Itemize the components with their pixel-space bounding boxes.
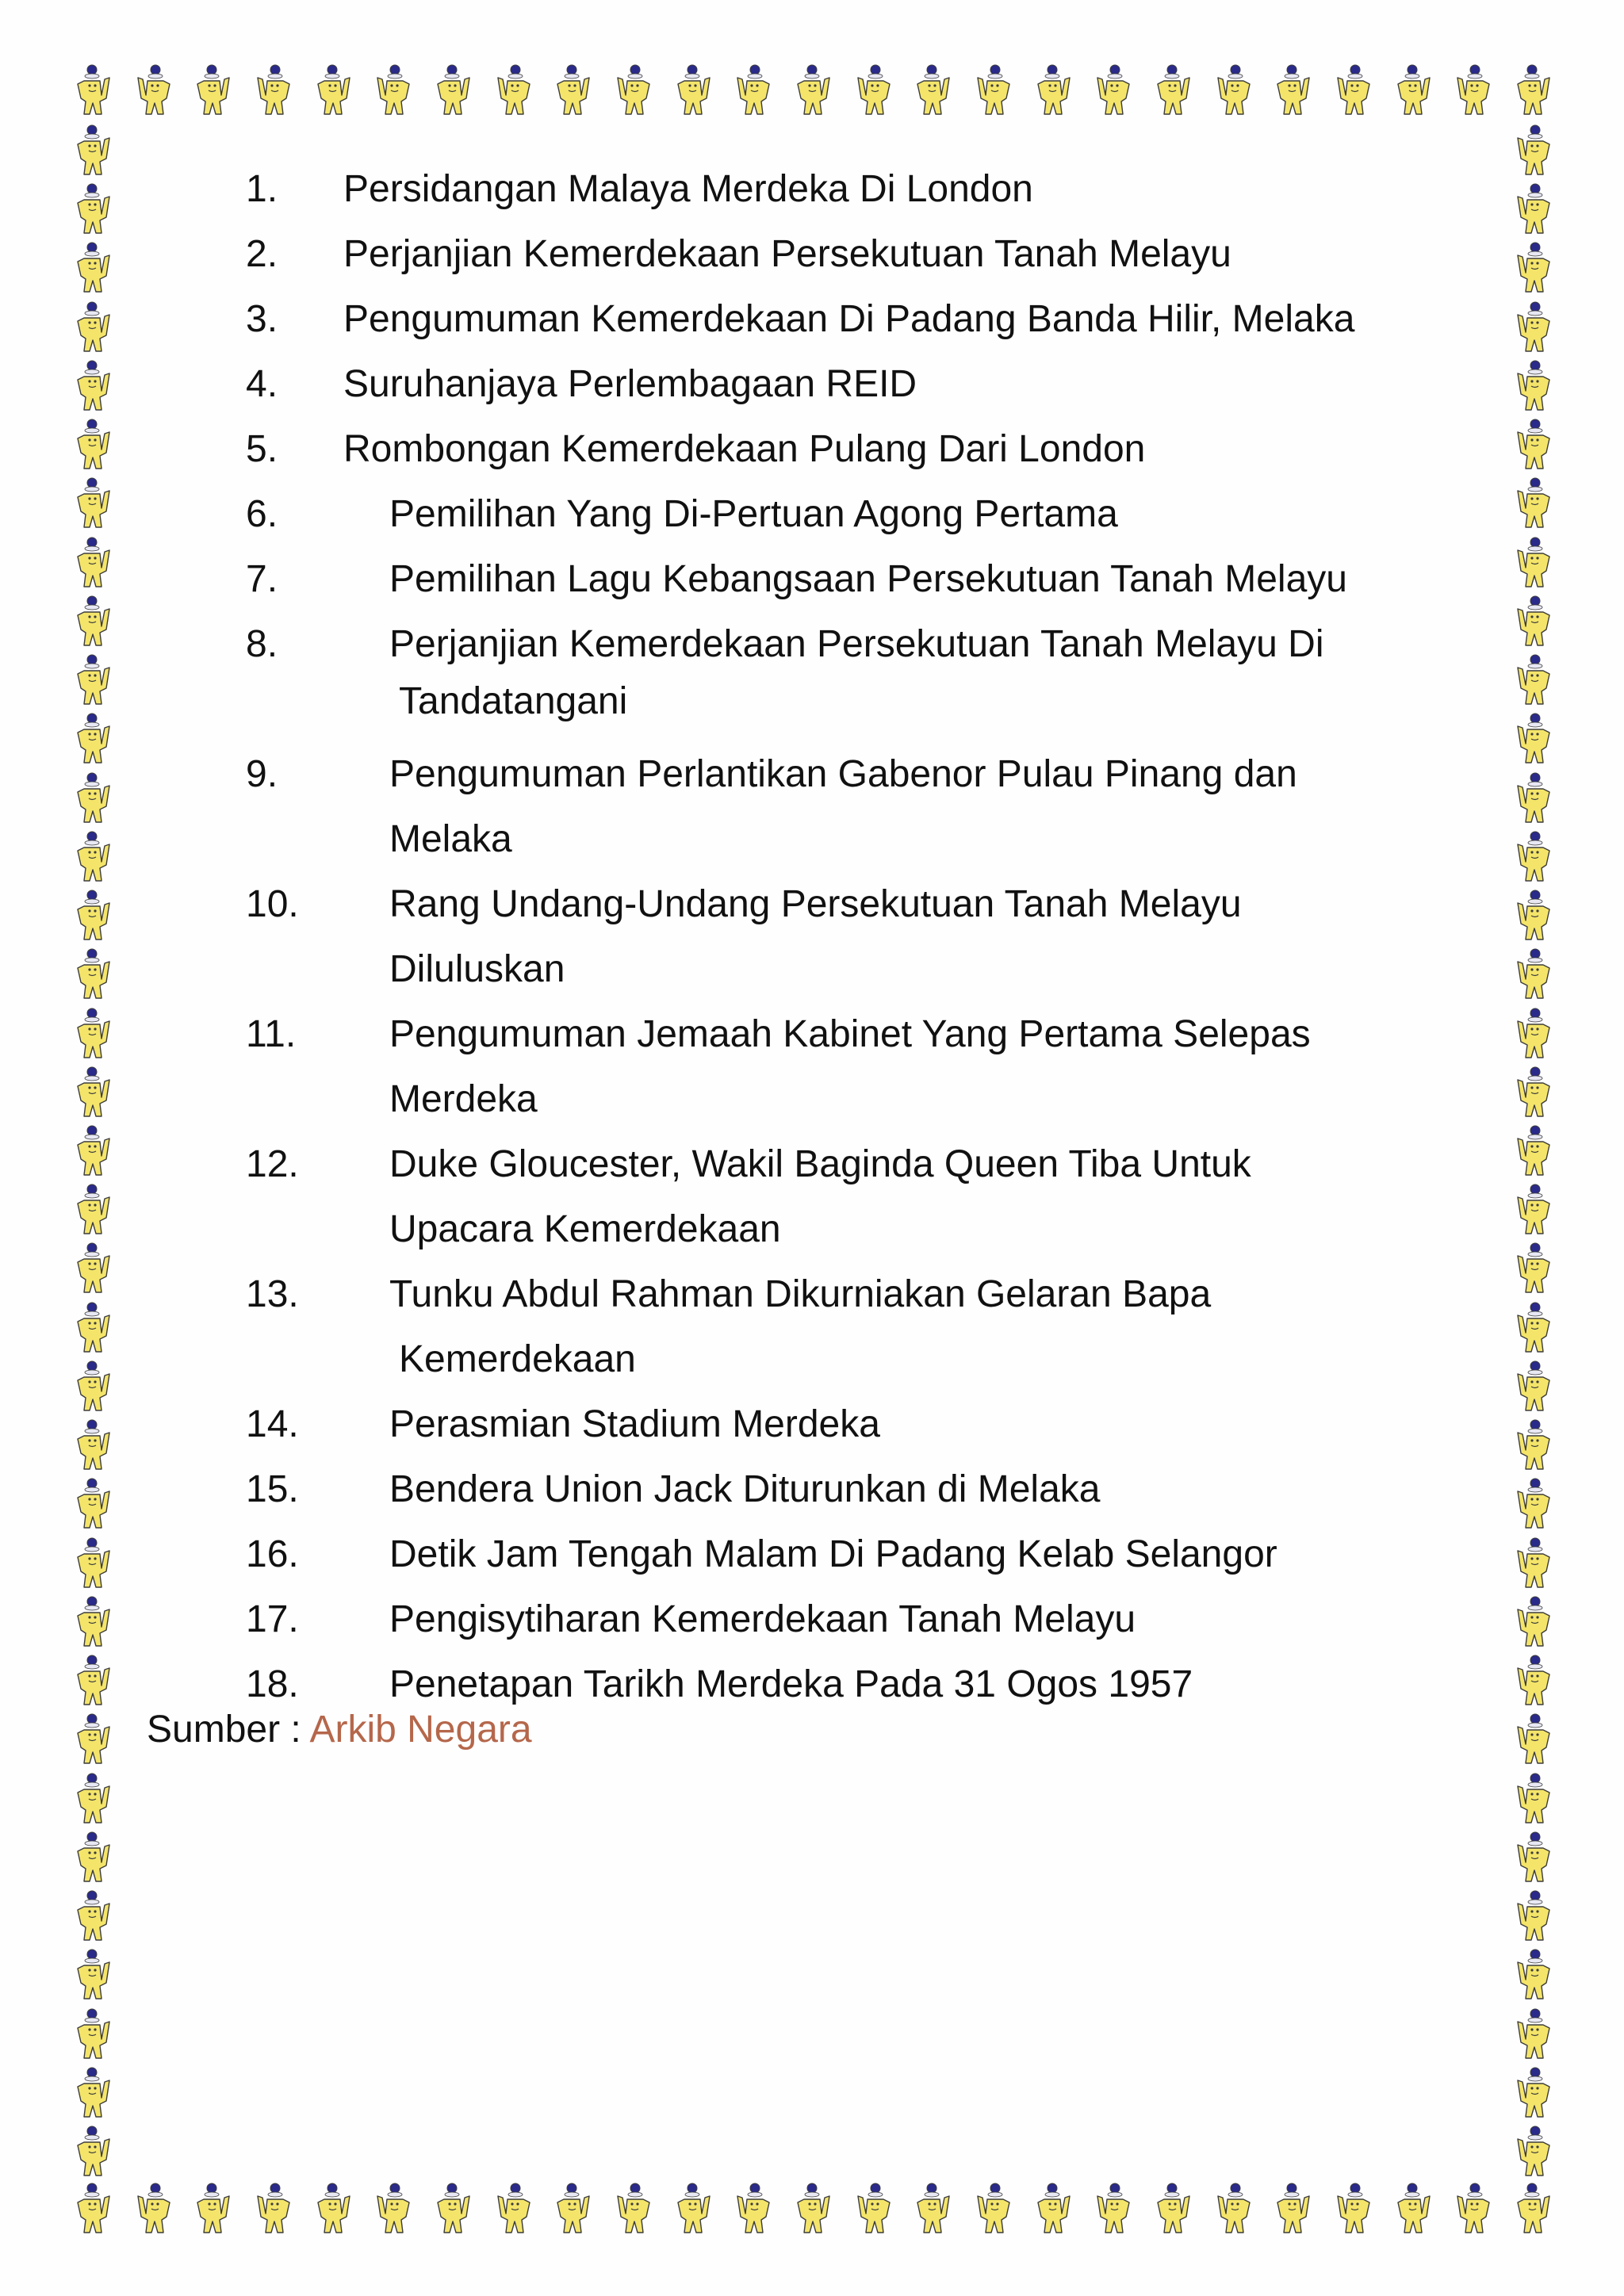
list-item-number: 16.	[246, 1533, 299, 1575]
list-item-text: Detik Jam Tengah Malam Di Padang Kelab Selangor	[389, 1533, 1277, 1575]
source-line	[147, 1698, 532, 1762]
list-item-number: 4.	[246, 363, 278, 405]
list-item-number: 15.	[246, 1468, 299, 1510]
list-item-text-continued: Merdeka	[389, 1078, 538, 1120]
list-item-text: Suruhanjaya Perlembagaan REID	[343, 363, 917, 405]
list-item-number: 11.	[246, 1013, 297, 1055]
source-link[interactable]: Arkib Negara	[309, 1709, 532, 1751]
list-item-text: Penetapan Tarikh Merdeka Pada 31 Ogos 1957	[389, 1663, 1193, 1705]
list-item-text: Pengumuman Jemaah Kabinet Yang Pertama Selepas	[389, 1013, 1311, 1055]
list-item-text-continued: Kemerdekaan	[399, 1338, 636, 1380]
list-item-number: 13.	[246, 1273, 299, 1315]
list-item-number: 14.	[246, 1403, 299, 1445]
source-label: Sumber :	[147, 1709, 310, 1751]
list-item-text-continued: Upacara Kemerdekaan	[389, 1208, 781, 1250]
list-item-number: 8.	[246, 623, 278, 665]
list-item-number: 2.	[246, 233, 278, 275]
list-item-text: Perjanjian Kemerdekaan Persekutuan Tanah Melayu Di	[389, 623, 1324, 665]
list-item-text: Rang Undang-Undang Persekutuan Tanah Melayu	[389, 883, 1242, 925]
list-item-text: Pemilihan Lagu Kebangsaan Persekutuan Tanah Melayu	[389, 558, 1347, 600]
list-item-text: Bendera Union Jack Diturunkan di Melaka	[389, 1468, 1101, 1510]
list-item-number: 17.	[246, 1598, 299, 1640]
list-item-number: 5.	[246, 428, 278, 470]
list-item-number: 10.	[246, 883, 299, 925]
list-item-number: 1.	[246, 168, 278, 210]
list-item-text: Duke Gloucester, Wakil Baginda Queen Tiba Untuk	[389, 1143, 1251, 1185]
list-item-text: Perasmian Stadium Merdeka	[389, 1403, 880, 1445]
list-item-number: 6.	[246, 493, 278, 535]
list-item-number: 18.	[246, 1663, 299, 1705]
list-item-number: 9.	[246, 753, 278, 795]
list-item-text: Pengisytiharan Kemerdekaan Tanah Melayu	[389, 1598, 1136, 1640]
list-item-text: Persidangan Malaya Merdeka Di London	[343, 168, 1033, 210]
list-item-number: 12.	[246, 1143, 299, 1185]
list-item-text: Pengumuman Perlantikan Gabenor Pulau Pinang dan	[389, 753, 1297, 795]
list-item-number: 3.	[246, 298, 278, 340]
list-item-text: Rombongan Kemerdekaan Pulang Dari London	[343, 428, 1146, 470]
list-item-number: 7.	[246, 558, 278, 600]
list-item-text: Pemilihan Yang Di-Pertuan Agong Pertama	[389, 493, 1118, 535]
list-item-text-continued: Diluluskan	[389, 948, 565, 990]
list-item-text: Perjanjian Kemerdekaan Persekutuan Tanah Melayu	[343, 233, 1231, 275]
list-item-text-continued: Tandatangani	[399, 680, 628, 722]
list-item-text: Tunku Abdul Rahman Dikurniakan Gelaran Bapa	[389, 1273, 1212, 1315]
list-item-text-continued: Melaka	[389, 818, 512, 860]
list-item-text: Pengumuman Kemerdekaan Di Padang Banda Hilir, Melaka	[343, 298, 1355, 340]
